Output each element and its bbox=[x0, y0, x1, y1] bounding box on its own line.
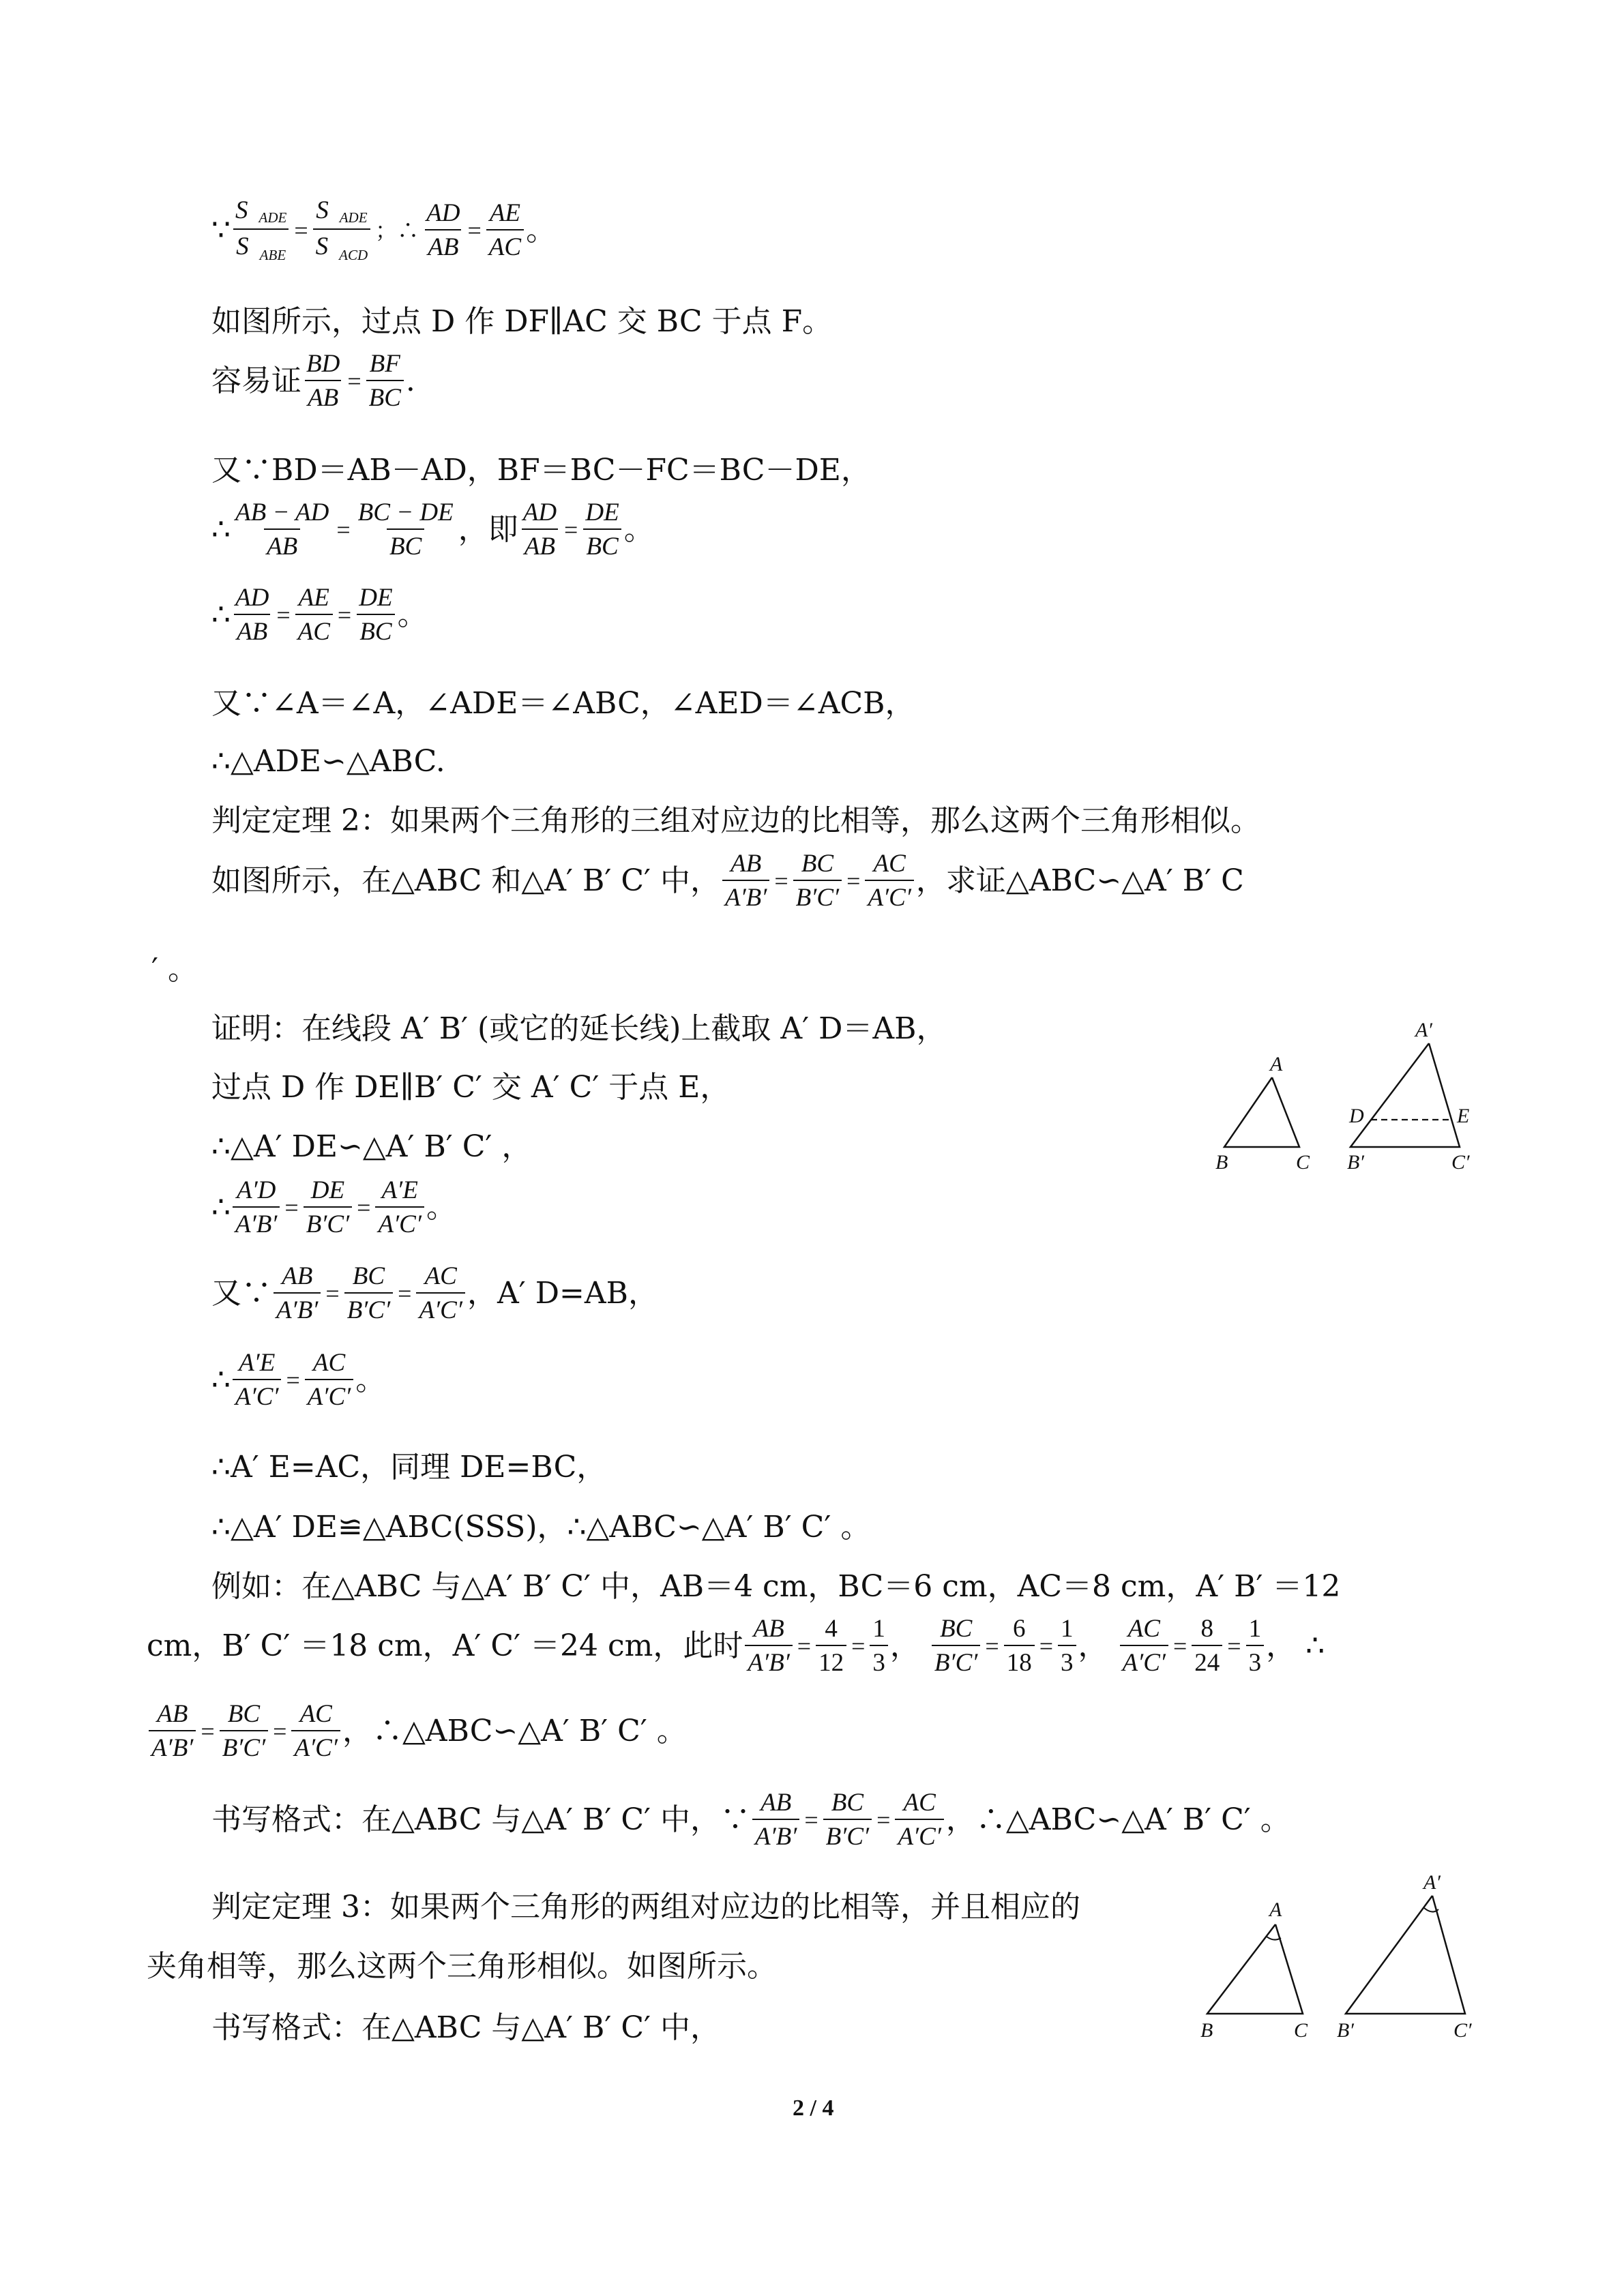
label-A: A bbox=[1270, 1053, 1283, 1075]
line-given-ratios: 又∵ $\frac{AB}{A'B'}$ = $\frac{BC}{B'C'}$ = $\frac{AC}{A'C'}$ ，A′ D=AB， bbox=[211, 1262, 658, 1324]
fraction-ab-apbp-2: $\frac{AB}{A'B'}$ bbox=[274, 1264, 321, 1323]
fraction-ac-apcp-3: $\frac{AC}{A'C'}$ bbox=[305, 1350, 353, 1410]
line-construct-df: 如图所示，过点 D 作 DF∥AC 交 BC 于点 F。 bbox=[211, 304, 833, 339]
triangle-apbpcp-2 bbox=[1337, 1871, 1472, 2042]
label-Ap: A′ bbox=[1415, 1019, 1432, 1041]
fraction-ac-apcp: $\frac{AC}{A'C'}$ bbox=[865, 851, 913, 910]
because-symbol: ∵ bbox=[211, 212, 231, 248]
fraction-ad-ab-3: $\frac{AD}{AB}$ bbox=[235, 584, 269, 646]
label-Bp: B′ bbox=[1347, 1151, 1364, 1174]
triangle-apbpcp bbox=[1347, 1019, 1470, 1174]
fraction-ac-apcp-fmt: $\frac{AC}{A'C'}$ bbox=[895, 1790, 943, 1849]
theorem-3-statement: 判定定理 3：如果两个三角形的两组对应边的比相等，并且相应的 bbox=[211, 1890, 1080, 1924]
fraction-ape-apcp: $\frac{A'E}{A'C'}$ bbox=[375, 1178, 424, 1237]
line-bd-bf: 又∵BD＝AB－AD，BF＝BC－FC＝BC－DE， bbox=[211, 453, 871, 488]
fraction-ab-apbp-ex2: $\frac{AB}{A'B'}$ bbox=[149, 1701, 196, 1761]
line-prime-continuation: ′ 。 bbox=[151, 952, 198, 987]
label-B: B bbox=[1215, 1151, 1228, 1174]
fraction-4-12: $\frac{4}{12}$ bbox=[816, 1616, 846, 1675]
label-E: E bbox=[1457, 1105, 1470, 1127]
line-theorem-2-setup: 如图所示，在△ABC 和△A′ B′ C′ 中， $\frac{AB}{A'B'}$ = $\frac{BC}{B'C'}$ = $\frac{AC}{A'C'}$ ，求证△ABC∽△A′ B′ C bbox=[211, 850, 1244, 912]
fraction-ac-apcp-ex: $\frac{AC}{A'C'}$ bbox=[1120, 1616, 1168, 1675]
line-congruent-sss: ∴△A′ DE≌△ABC(SSS)，∴△ABC∽△A′ B′ C′ 。 bbox=[211, 1510, 871, 1545]
figure-theorem-2 bbox=[1207, 1019, 1494, 1182]
line-ape-ratio: ∴ $\frac{A'E}{A'C'}$ = $\frac{AC}{A'C'}$ 。 bbox=[211, 1349, 386, 1411]
fraction-ad-over-ab-2: $\frac{AD}{AB}$ bbox=[522, 498, 557, 561]
fraction-ab-ad-over-ab: $\frac{AB - AD}{AB}$ bbox=[235, 498, 329, 561]
fraction-1-3-b: $\frac{1}{3}$ bbox=[1058, 1616, 1076, 1675]
line-conclusion-ade-abc: ∴△ADE∽△ABC. bbox=[211, 744, 445, 779]
line-triple-ratio: ∴ $\frac{AD}{AB}$ = $\frac{AE}{AC}$ = $\frac{DE}{BC}$ 。 bbox=[211, 584, 428, 646]
fraction-8-24: $\frac{8}{24}$ bbox=[1192, 1616, 1222, 1675]
fraction-ad-over-ab: $\frac{AD}{AB}$ bbox=[426, 199, 460, 261]
fraction-1-3-a: $\frac{1}{3}$ bbox=[870, 1616, 888, 1675]
fraction-de-over-bc: $\frac{DE}{BC}$ bbox=[582, 500, 621, 559]
fraction-bc-bpcp: $\frac{BC}{B'C'}$ bbox=[793, 851, 842, 910]
line-ratio-apd: ∴ $\frac{A'D}{A'B'}$ = $\frac{DE}{B'C'}$ = $\frac{A'E}{A'C'}$ 。 bbox=[211, 1176, 456, 1238]
page-number: 2 / 4 bbox=[793, 2096, 834, 2121]
fraction-ape-apcp-2: $\frac{A'E}{A'C'}$ bbox=[233, 1350, 281, 1410]
fraction-de-bpcp: $\frac{DE}{B'C'}$ bbox=[304, 1178, 352, 1237]
fraction-bd-over-ab: $\frac{BD}{AB}$ bbox=[306, 350, 340, 412]
fraction-de-bc-3: $\frac{DE}{BC}$ bbox=[356, 585, 395, 644]
fraction-bf-over-bc: $\frac{BF}{BC}$ bbox=[366, 351, 404, 411]
line-area-ratio: ∵ $\frac{S _{ADE}}{S _{ABE}}$ = $\frac{S _{ADE}}{S _{ACD}}$ ；∴ $\frac{AD}{AB}$ = $\frac{AE}{AC}$ 。 bbox=[211, 196, 557, 263]
fraction-ac-apcp-2: $\frac{AC}{A'C'}$ bbox=[416, 1264, 464, 1323]
line-ratio-subtract: ∴ $\frac{AB - AD}{AB}$ = $\frac{BC - DE}{BC}$ ，即 $\frac{AD}{AB}$ = $\frac{DE}{BC}$ 。 bbox=[211, 498, 654, 561]
fraction-apd-apbp: $\frac{A'D}{A'B'}$ bbox=[233, 1178, 280, 1237]
triangle-abc bbox=[1215, 1053, 1310, 1174]
line-writing-format-2: 书写格式：在△ABC 与△A′ B′ C′ 中，∵ $\frac{AB}{A'B'}$ = $\frac{BC}{B'C'}$ = $\frac{AC}{A'C'}$ ，∴△ABC∽△A′ B′ C′ 。 bbox=[211, 1789, 1290, 1851]
line-angles-equal: 又∵∠A＝∠A，∠ADE＝∠ABC，∠AED＝∠ACB， bbox=[211, 686, 915, 721]
fraction-s-ade-over-s-acd: $\frac{S _{ADE}}{S _{ACD}}$ bbox=[313, 198, 371, 263]
line-easy-prove: 容易证 $\frac{BD}{AB}$ = $\frac{BF}{BC}$ . bbox=[211, 350, 415, 412]
fraction-ac-apcp-ex2: $\frac{AC}{A'C'}$ bbox=[291, 1701, 340, 1761]
figure-theorem-3 bbox=[1197, 1871, 1497, 2055]
fraction-ae-over-ac: $\frac{AE}{AC}$ bbox=[486, 200, 524, 260]
line-construct-de: 过点 D 作 DE∥B′ C′ 交 A′ C′ 于点 E， bbox=[211, 1070, 730, 1105]
fraction-6-18: $\frac{6}{18}$ bbox=[1004, 1616, 1035, 1675]
label-C: C bbox=[1294, 2019, 1308, 2042]
line-ape-ac: ∴A′ E=AC，同理 DE=BC， bbox=[211, 1450, 607, 1485]
line-example: 例如：在△ABC 与△A′ B′ C′ 中，AB＝4 cm，BC＝6 cm，AC＝8 cm，A′ B′ ＝12 bbox=[211, 1569, 1341, 1604]
fraction-ab-apbp-ex: $\frac{AB}{A'B'}$ bbox=[745, 1616, 792, 1675]
fraction-bc-bpcp-ex2: $\frac{BC}{B'C'}$ bbox=[220, 1701, 268, 1761]
fraction-bc-bpcp-fmt: $\frac{BC}{B'C'}$ bbox=[823, 1790, 872, 1849]
line-example-ratios: cm，B′ C′ ＝18 cm，A′ C′ ＝24 cm，此时 $\frac{AB}{A'B'}$ = $\frac{4}{12}$ = $\frac{1}{3}$ ， $\frac{BC}{B'C'}$ = $\frac{6}{18}$ = $\frac{1}{3}$ ， $\frac{AC}{A'C'}$ = $\frac{8}{24}$ = $\frac{1}{3}$ ， ∴ bbox=[147, 1615, 1325, 1677]
line-similar-ade: ∴△A′ DE∽△A′ B′ C′ ， bbox=[211, 1129, 532, 1164]
label-Bp: B′ bbox=[1337, 2019, 1354, 2042]
label-B: B bbox=[1200, 2019, 1213, 2042]
label-C: C bbox=[1296, 1151, 1310, 1174]
fraction-ae-ac-3: $\frac{AE}{AC}$ bbox=[295, 585, 333, 644]
fraction-ab-apbp: $\frac{AB}{A'B'}$ bbox=[722, 851, 769, 910]
label-Ap: A′ bbox=[1423, 1871, 1441, 1894]
fraction-1-3-c: $\frac{1}{3}$ bbox=[1246, 1616, 1265, 1675]
line-proof-start: 证明：在线段 A′ B′ (或它的延长线)上截取 A′ D＝AB， bbox=[211, 1011, 947, 1046]
fraction-bc-bpcp-2: $\frac{BC}{B'C'}$ bbox=[344, 1264, 393, 1323]
label-Cp: C′ bbox=[1453, 2019, 1472, 2042]
fraction-s-ade-over-s-abe: $\frac{S _{ADE}}{S _{ABE}}$ bbox=[233, 198, 289, 263]
fraction-bc-de-over-bc: $\frac{BC - DE}{BC}$ bbox=[357, 498, 454, 561]
theorem-3-statement-cont: 夹角相等，那么这两个三角形相似。如图所示。 bbox=[147, 1949, 777, 1984]
fraction-ab-apbp-fmt: $\frac{AB}{A'B'}$ bbox=[752, 1790, 799, 1849]
label-Cp: C′ bbox=[1451, 1151, 1470, 1174]
fraction-bc-bpcp-ex: $\frac{BC}{B'C'}$ bbox=[932, 1616, 980, 1675]
line-writing-format-3: 书写格式：在△ABC 与△A′ B′ C′ 中， bbox=[211, 2010, 720, 2045]
line-example-conclusion: $\frac{AB}{A'B'}$ = $\frac{BC}{B'C'}$ = $\frac{AC}{A'C'}$ ，∴△ABC∽△A′ B′ C′ 。 bbox=[147, 1701, 687, 1761]
label-A: A bbox=[1269, 1898, 1282, 1921]
triangle-abc-2 bbox=[1200, 1898, 1308, 2042]
label-D: D bbox=[1349, 1105, 1364, 1127]
theorem-2-statement: 判定定理 2：如果两个三角形的三组对应边的比相等，那么这两个三角形相似。 bbox=[211, 803, 1260, 838]
